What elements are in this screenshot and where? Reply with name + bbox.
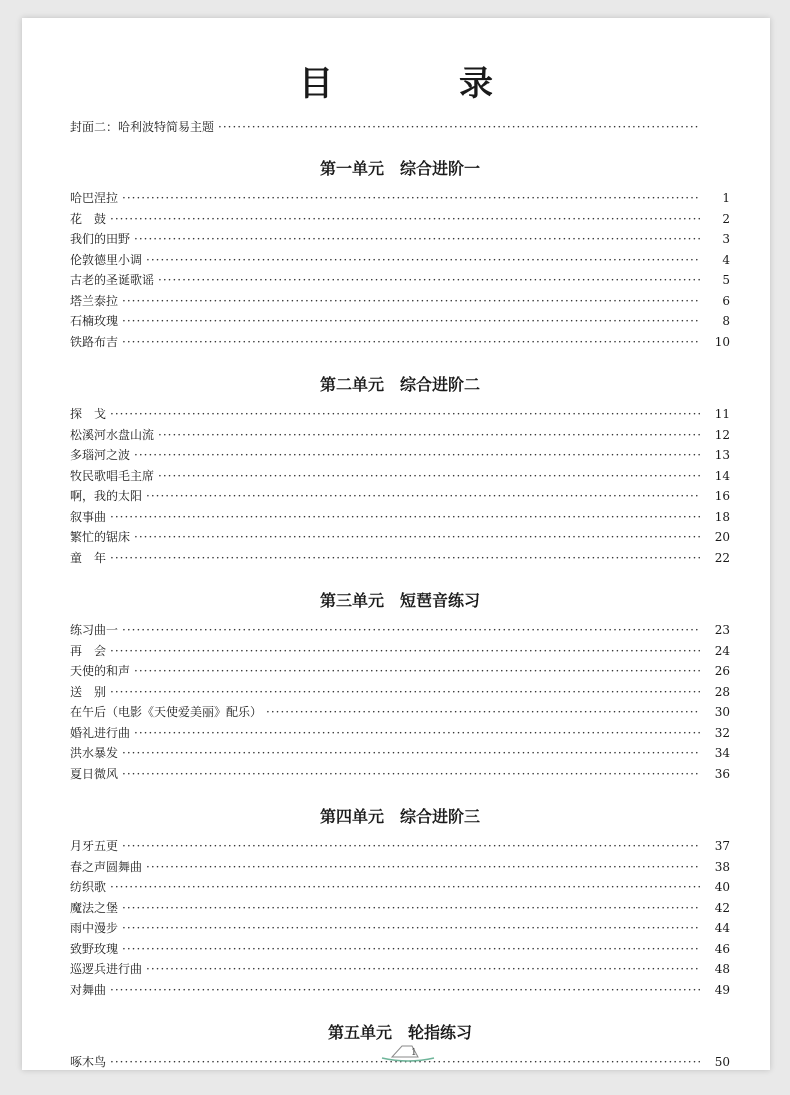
toc-entry	[70, 209, 730, 230]
toc-entry	[70, 445, 730, 466]
toc-entry	[70, 620, 730, 641]
entry-page-number: 2	[722, 211, 730, 226]
toc-entry	[70, 250, 730, 271]
page-title: 目 录	[299, 64, 539, 104]
units-list	[70, 158, 730, 1095]
entry-name: 我们的田野	[70, 232, 131, 246]
dot-leader	[110, 404, 700, 425]
entry-name: 春之声圆舞曲	[70, 859, 143, 874]
entry-page-number: 36	[714, 766, 730, 781]
entry-name: 啊，我的太阳	[70, 489, 143, 503]
dot-leader	[110, 682, 700, 703]
dot-leader	[134, 723, 700, 744]
toc-entry	[70, 857, 730, 878]
entry-name: 探 戈	[70, 407, 107, 421]
entry-page-number: 18	[714, 509, 730, 524]
dot-leader	[266, 702, 700, 723]
entry-page-number: 32	[714, 725, 730, 740]
toc-entry	[70, 548, 730, 569]
entry-name: 对舞曲	[70, 982, 107, 997]
dot-leader	[122, 332, 700, 353]
dot-leader	[110, 641, 700, 662]
dot-leader	[122, 743, 700, 764]
dot-leader	[146, 250, 700, 271]
toc-entry	[70, 311, 730, 332]
entry-page-number: 1	[722, 191, 730, 205]
toc-entry	[70, 702, 730, 723]
toc-entry	[70, 291, 730, 312]
entry-name: 石楠玫瑰	[70, 314, 119, 328]
toc-entry	[70, 980, 730, 1001]
toc-entry	[70, 898, 730, 919]
dot-leader	[134, 445, 700, 466]
toc-entry	[70, 661, 730, 682]
footer-page-number: 1	[411, 1048, 417, 1058]
entry-page-number: 5	[722, 273, 730, 287]
unit-title: 第三单元 短琶音练习	[319, 591, 480, 610]
entry-page-number: 37	[714, 839, 730, 853]
entry-name: 天使的和声	[70, 664, 131, 678]
entry-name: 啄木鸟	[70, 1055, 107, 1069]
entry-page-number: 12	[714, 427, 730, 442]
entry-name: 纺织歌	[70, 880, 107, 894]
entry-page-number: 11	[714, 407, 730, 421]
unit-title: 第二单元 综合进阶二	[319, 375, 480, 394]
toc-entry	[70, 188, 730, 209]
entry-name: 哈巴涅拉	[70, 191, 119, 205]
dot-leader	[122, 939, 700, 960]
entry-page-number: 42	[714, 900, 730, 915]
unit-title: 第四单元 综合进阶三	[319, 807, 480, 826]
entry-name: 魔法之堡	[70, 900, 119, 915]
dot-leader	[218, 120, 700, 134]
entry-page-number: 4	[722, 252, 730, 267]
boat-icon	[378, 1040, 438, 1062]
entry-page-number: 49	[714, 982, 730, 997]
toc-entry	[70, 682, 730, 703]
dot-leader	[158, 270, 700, 291]
dot-leader	[110, 980, 700, 1001]
entry-name: 繁忙的锯床	[70, 530, 131, 544]
toc-entry	[70, 723, 730, 744]
dot-leader	[134, 661, 700, 682]
cover-entry-name: 封面二：哈利波特简易主题	[70, 120, 215, 134]
unit-section	[70, 590, 730, 784]
toc-entry	[70, 229, 730, 250]
dot-leader	[110, 877, 700, 898]
entry-page-number: 34	[714, 746, 730, 760]
entry-page-number: 38	[714, 859, 730, 874]
entry-name: 送 别	[70, 684, 107, 699]
toc-entry	[70, 877, 730, 898]
dot-leader	[146, 857, 700, 878]
entry-page-number: 6	[722, 293, 730, 308]
cover-entry	[70, 118, 730, 135]
dot-leader	[110, 507, 700, 528]
dot-leader	[122, 311, 700, 332]
dot-leader	[158, 466, 700, 487]
entry-page-number: 8	[722, 314, 730, 328]
entry-name: 花 鼓	[70, 211, 107, 226]
unit-section	[70, 158, 730, 352]
unit-section	[70, 374, 730, 568]
entry-page-number: 3	[722, 232, 730, 246]
dot-leader	[122, 918, 700, 939]
unit-section	[70, 806, 730, 1000]
entry-name: 婚礼进行曲	[70, 725, 131, 740]
entry-name: 练习曲一	[70, 623, 119, 637]
entry-name: 多瑙河之波	[70, 448, 131, 462]
entry-name: 洪水暴发	[70, 746, 119, 760]
toc-entry	[70, 764, 730, 785]
dot-leader	[158, 425, 700, 446]
entry-name: 铁路布吉	[70, 334, 119, 349]
entry-page-number: 16	[714, 489, 730, 503]
toc-entry	[70, 425, 730, 446]
entry-page-number: 40	[714, 880, 730, 894]
toc-entry	[70, 486, 730, 507]
entry-name: 夏日微风	[70, 766, 119, 781]
dot-leader	[110, 548, 700, 569]
entry-name: 童 年	[70, 550, 107, 565]
entry-page-number: 13	[714, 448, 730, 462]
toc-entry	[70, 507, 730, 528]
entry-page-number: 48	[714, 962, 730, 976]
unit-title: 第一单元 综合进阶一	[319, 159, 480, 178]
toc-entry	[70, 836, 730, 857]
entry-page-number: 26	[714, 664, 730, 678]
dot-leader	[146, 486, 700, 507]
entry-page-number: 46	[714, 941, 730, 956]
toc-entry	[70, 404, 730, 425]
entry-page-number: 23	[714, 623, 730, 637]
toc-entry	[70, 743, 730, 764]
entry-page-number: 44	[714, 921, 730, 935]
entry-name: 致野玫瑰	[70, 941, 119, 956]
dot-leader	[122, 291, 700, 312]
entry-name: 伦敦德里小调	[70, 252, 143, 267]
toc-entry	[70, 641, 730, 662]
entry-page-number: 22	[714, 550, 730, 565]
toc-entry	[70, 918, 730, 939]
dot-leader	[122, 836, 700, 857]
dot-leader	[134, 229, 700, 250]
dot-leader	[122, 188, 700, 209]
entry-name: 牧民歌唱毛主席	[70, 468, 155, 483]
entry-name: 叙事曲	[70, 509, 107, 524]
dot-leader	[134, 527, 700, 548]
dot-leader	[110, 209, 700, 230]
dot-leader	[146, 959, 700, 980]
entry-page-number: 50	[714, 1055, 730, 1069]
entry-page-number: 28	[714, 684, 730, 699]
entry-name: 在午后（电影《天使爱美丽》配乐）	[70, 705, 263, 719]
toc-entry	[70, 332, 730, 353]
entry-page-number: 14	[714, 468, 730, 483]
dot-leader	[122, 764, 700, 785]
toc-entry	[70, 270, 730, 291]
entry-name: 月牙五更	[70, 839, 119, 853]
toc-entry	[70, 466, 730, 487]
entry-name: 塔兰泰拉	[70, 293, 119, 308]
toc-entry	[70, 939, 730, 960]
entry-page-number: 10	[714, 334, 730, 349]
entry-name: 古老的圣诞歌谣	[70, 273, 155, 287]
toc-page	[22, 18, 770, 1070]
toc-entry	[70, 527, 730, 548]
entry-page-number: 30	[714, 705, 730, 719]
entry-name: 雨中漫步	[70, 921, 119, 935]
dot-leader	[122, 898, 700, 919]
entry-name: 松溪河水盘山流	[70, 427, 155, 442]
toc-entry	[70, 959, 730, 980]
dot-leader	[122, 620, 700, 641]
entry-page-number: 20	[714, 530, 730, 544]
entry-page-number: 24	[714, 643, 730, 658]
entry-name: 再 会	[70, 643, 107, 658]
unit-title: 第五单元 轮指练习	[327, 1023, 472, 1042]
entry-name: 巡逻兵进行曲	[70, 962, 143, 976]
